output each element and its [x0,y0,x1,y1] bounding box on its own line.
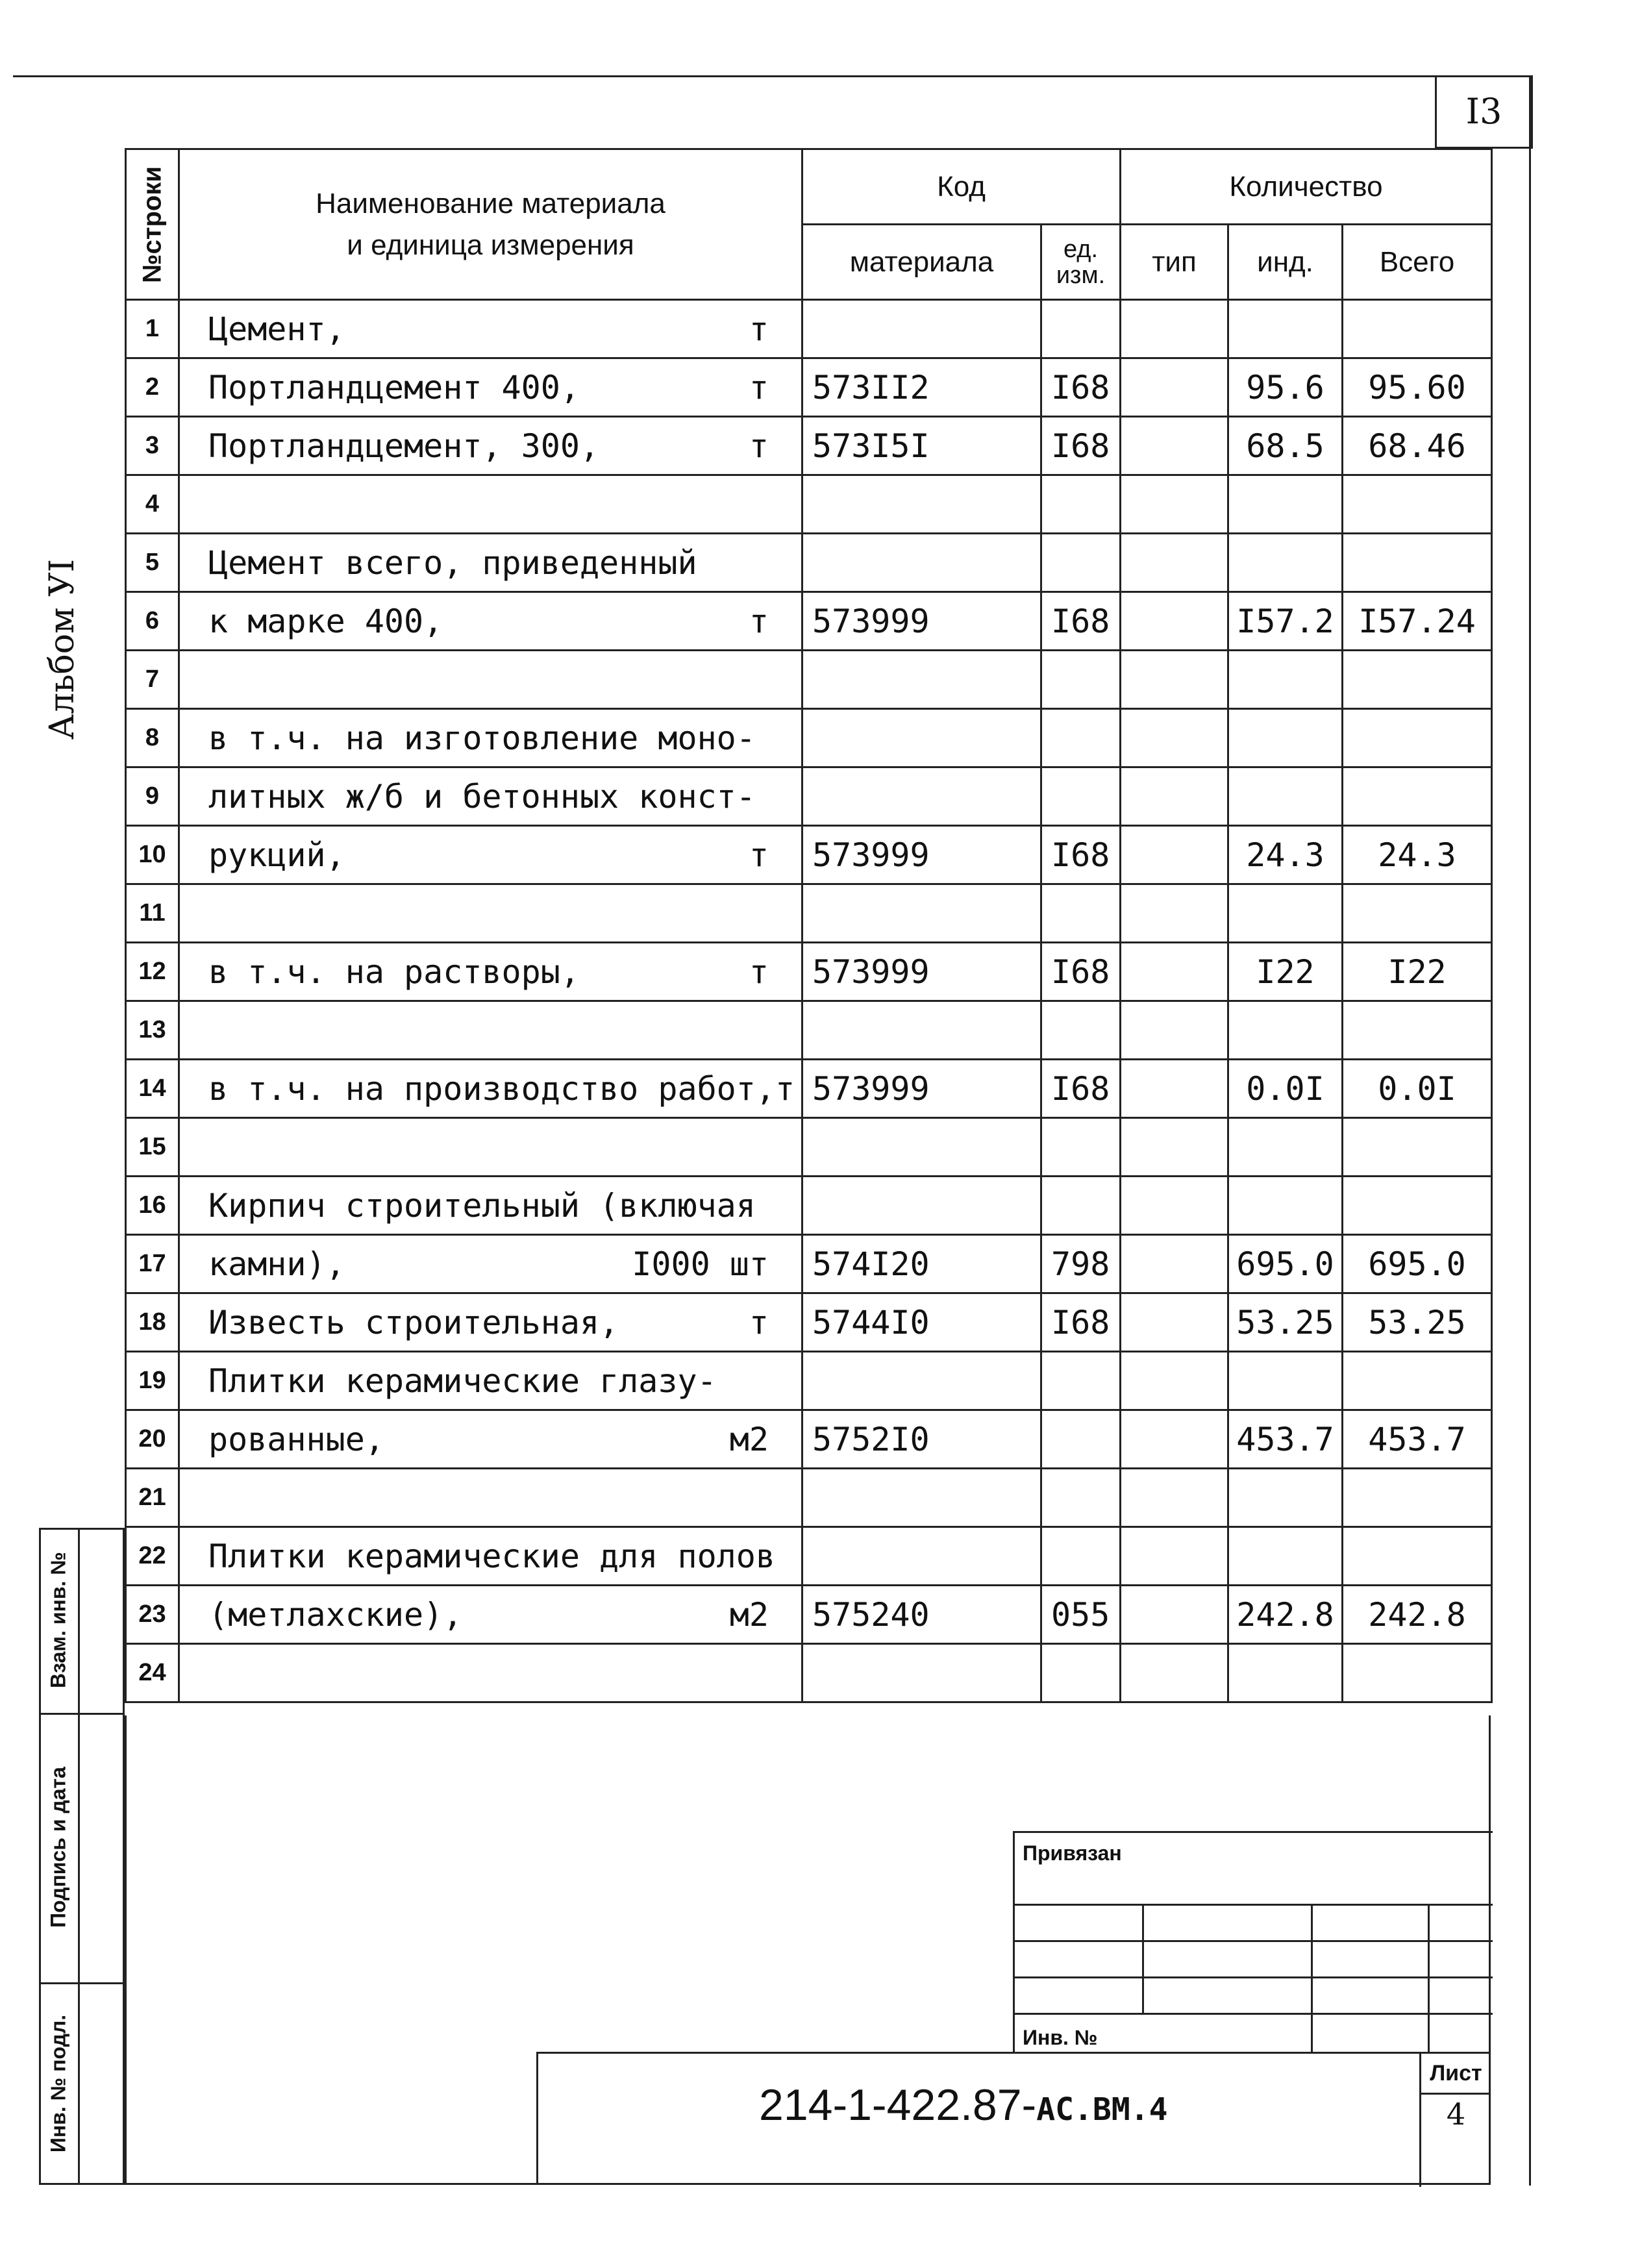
row-number: 13 [126,1001,179,1060]
material-name [179,534,802,592]
qty-type [1121,1177,1228,1235]
qty-type [1121,1527,1228,1586]
material-name [179,651,802,709]
row-number: 16 [126,1177,179,1235]
top-border-line [13,75,1529,77]
qty-type [1121,943,1228,1001]
qty-type [1121,1118,1228,1177]
unit-code: 798 [1041,1235,1121,1293]
row-number: 10 [126,826,179,884]
unit-code [1041,534,1121,592]
material-name-text: Портландцемент 400, [208,368,580,406]
unit-code [1041,709,1121,767]
row-number: 11 [126,884,179,943]
unit-code [1041,1177,1121,1235]
header-quantity-group: Количество [1121,149,1492,225]
material-name-text: Плитки керамические для полов [208,1537,775,1575]
qty-total [1343,475,1492,534]
stamp-line [1015,1831,1493,1833]
material-code [802,1001,1041,1060]
sheet-list-number: 4 [1446,2097,1466,2132]
material-unit: м2 [729,1595,769,1634]
qty-ind [1228,300,1343,358]
table-row [126,1644,1492,1702]
qty-total [1343,884,1492,943]
unit-code [1041,475,1121,534]
table-row [126,592,1492,651]
material-name-text: Портландцемент, 300, [208,427,600,465]
material-code: 573I5I [802,417,1041,475]
material-name [179,300,802,358]
document-code-box [536,2052,1491,2185]
material-name-text: Цемент, [208,310,345,348]
table-row [126,1235,1492,1293]
qty-total: 242.8 [1343,1586,1492,1644]
row-number: 15 [126,1118,179,1177]
row-number: 17 [126,1235,179,1293]
qty-total [1343,1177,1492,1235]
row-number: 5 [126,534,179,592]
unit-code [1041,1118,1121,1177]
qty-ind: 95.6 [1228,358,1343,417]
unit-code [1041,1410,1121,1469]
material-unit: т [749,310,769,348]
qty-type [1121,1410,1228,1469]
qty-total [1343,1527,1492,1586]
material-name [179,1527,802,1586]
unit-code: I68 [1041,1060,1121,1118]
material-code [802,475,1041,534]
unit-code [1041,300,1121,358]
qty-ind: 695.0 [1228,1235,1343,1293]
materials-table [125,148,1493,1703]
qty-ind: 53.25 [1228,1293,1343,1352]
material-code: 573999 [802,943,1041,1001]
qty-type [1121,1352,1228,1410]
qty-type [1121,709,1228,767]
qty-ind: 242.8 [1228,1586,1343,1644]
qty-total [1343,1644,1492,1702]
qty-type [1121,1001,1228,1060]
row-number: 24 [126,1644,179,1702]
material-name [179,1293,802,1352]
unit-code: I68 [1041,943,1121,1001]
sheet-number: I3 [1435,75,1533,149]
material-name [179,943,802,1001]
row-number: 8 [126,709,179,767]
table-row [126,1352,1492,1410]
qty-ind [1228,1177,1343,1235]
sidebar-divider [39,1982,125,1984]
stamp-line [1015,2013,1493,2015]
material-name [179,1352,802,1410]
unit-code: I68 [1041,826,1121,884]
row-number: 7 [126,651,179,709]
unit-code [1041,651,1121,709]
row-number: 1 [126,300,179,358]
qty-total: 95.60 [1343,358,1492,417]
qty-ind [1228,1001,1343,1060]
qty-ind [1228,651,1343,709]
qty-type [1121,475,1228,534]
qty-type [1121,651,1228,709]
stamp-inv-no: Инв. № [1023,2026,1098,2049]
table-row [126,826,1492,884]
material-name [179,358,802,417]
qty-total [1343,1001,1492,1060]
material-unit: т [749,836,769,874]
material-code [802,709,1041,767]
material-name [179,592,802,651]
stamp-line [1015,1976,1493,1978]
material-name-text: Кирпич строительный (включая [208,1186,756,1225]
row-number: 23 [126,1586,179,1644]
qty-total: 68.46 [1343,417,1492,475]
table-row [126,1001,1492,1060]
qty-total: 24.3 [1343,826,1492,884]
qty-total: 695.0 [1343,1235,1492,1293]
row-number: 4 [126,475,179,534]
qty-total [1343,767,1492,826]
row-number: 2 [126,358,179,417]
qty-total: 0.0I [1343,1060,1492,1118]
material-name [179,884,802,943]
header-code-material: материала [802,225,1041,300]
material-code: 573II2 [802,358,1041,417]
table-row [126,1469,1492,1527]
qty-ind [1228,1469,1343,1527]
material-name [179,1586,802,1644]
qty-type [1121,1235,1228,1293]
material-name-text: к марке 400, [208,602,443,640]
sidebar-vzam-inv: Взам. инв. № [46,1552,70,1688]
qty-total: 453.7 [1343,1410,1492,1469]
material-unit: I000 шт [632,1245,769,1283]
left-sidebar-stamp [39,1528,125,2185]
unit-code [1041,884,1121,943]
material-code [802,1527,1041,1586]
document-code: 214-1-422.87-АС.ВМ.4 [759,2080,1168,2130]
material-name [179,1118,802,1177]
material-name-text: в т.ч. на производство работ,т [208,1069,795,1108]
table-row [126,1118,1492,1177]
material-unit: т [749,368,769,406]
unit-code [1041,1352,1121,1410]
header-qty-ind: инд. [1228,225,1343,300]
material-code: 5752I0 [802,1410,1041,1469]
qty-ind [1228,1527,1343,1586]
sidebar-podpis-data: Подпись и дата [46,1767,70,1928]
material-name [179,709,802,767]
qty-ind: I57.2 [1228,592,1343,651]
material-name-text: Цемент всего, приведенный [208,543,697,582]
qty-type [1121,534,1228,592]
material-name [179,826,802,884]
header-row-number: №строки [126,149,179,300]
material-unit: т [749,602,769,640]
unit-code: I68 [1041,417,1121,475]
table-row [126,534,1492,592]
table-row [126,767,1492,826]
album-label: Альбом УI [43,558,82,740]
stamp-line [1015,1940,1493,1942]
material-name [179,1060,802,1118]
unit-code: I68 [1041,358,1121,417]
qty-ind [1228,709,1343,767]
material-name-text: литных ж/б и бетонных конст- [208,777,756,816]
qty-ind [1228,475,1343,534]
unit-code [1041,1469,1121,1527]
qty-total [1343,534,1492,592]
qty-ind: 0.0I [1228,1060,1343,1118]
table-row [126,1293,1492,1352]
qty-ind [1228,884,1343,943]
table-row [126,709,1492,767]
stamp-line [1311,1904,1313,2053]
table-row [126,417,1492,475]
row-number: 9 [126,767,179,826]
qty-total [1343,651,1492,709]
right-border-line [1529,75,1531,2186]
qty-type [1121,826,1228,884]
material-code [802,651,1041,709]
material-code: 573999 [802,592,1041,651]
sheet-list-label: Лист [1421,2054,1491,2095]
table-row [126,943,1492,1001]
qty-type [1121,1469,1228,1527]
material-code: 573999 [802,1060,1041,1118]
unit-code [1041,1001,1121,1060]
row-number: 18 [126,1293,179,1352]
material-name [179,475,802,534]
material-code: 5744I0 [802,1293,1041,1352]
qty-type [1121,417,1228,475]
qty-type [1121,767,1228,826]
material-name-text: (метлахские), [208,1595,463,1634]
material-code: 575240 [802,1586,1041,1644]
qty-ind [1228,534,1343,592]
table-row [126,1177,1492,1235]
unit-code [1041,767,1121,826]
material-code [802,300,1041,358]
material-name [179,767,802,826]
qty-type [1121,1586,1228,1644]
qty-ind [1228,1352,1343,1410]
table-row [126,884,1492,943]
qty-type [1121,884,1228,943]
material-code [802,767,1041,826]
material-code [802,1177,1041,1235]
row-number: 19 [126,1352,179,1410]
material-name-text: в т.ч. на растворы, [208,953,580,991]
header-material-name: Наименование материала и единица измерения [179,149,802,300]
row-number: 3 [126,417,179,475]
unit-code [1041,1527,1121,1586]
material-name [179,417,802,475]
row-number: 21 [126,1469,179,1527]
material-code [802,1469,1041,1527]
unit-code [1041,1644,1121,1702]
qty-type [1121,358,1228,417]
material-code [802,1352,1041,1410]
header-code-unit: ед. изм. [1041,225,1121,300]
unit-code: I68 [1041,592,1121,651]
row-number: 6 [126,592,179,651]
material-name [179,1235,802,1293]
material-code: 574I20 [802,1235,1041,1293]
qty-ind: 68.5 [1228,417,1343,475]
material-unit: т [749,953,769,991]
table-row [126,475,1492,534]
qty-total: 53.25 [1343,1293,1492,1352]
material-name [179,1001,802,1060]
qty-ind: 24.3 [1228,826,1343,884]
row-number: 14 [126,1060,179,1118]
qty-total [1343,1352,1492,1410]
material-name [179,1469,802,1527]
qty-total [1343,709,1492,767]
qty-total [1343,1118,1492,1177]
sidebar-divider [39,1713,125,1715]
sidebar-inv-podl: Инв. № подл. [46,2014,70,2153]
sidebar-field-column [78,1528,125,2185]
table-row [126,1586,1492,1644]
material-name-text: рованные, [208,1420,384,1458]
stamp-privyazan: Привязан [1023,1841,1122,1865]
qty-type [1121,300,1228,358]
stamp-line [1015,1904,1493,1906]
material-code: 573999 [802,826,1041,884]
material-name-text: Плитки керамические глазу- [208,1362,717,1400]
qty-total: I57.24 [1343,592,1492,651]
table-row [126,1410,1492,1469]
header-qty-total: Всего [1343,225,1492,300]
material-name-text: Известь строительная, [208,1303,619,1341]
qty-type [1121,1060,1228,1118]
material-name-text: в т.ч. на изготовление моно- [208,719,756,757]
qty-total [1343,300,1492,358]
qty-ind: 453.7 [1228,1410,1343,1469]
material-unit: т [749,427,769,465]
unit-code: I68 [1041,1293,1121,1352]
qty-ind [1228,1118,1343,1177]
qty-ind: I22 [1228,943,1343,1001]
material-code [802,1118,1041,1177]
title-block-stamp [1013,1831,1491,2053]
table-row [126,300,1492,358]
header-code-group: Код [802,149,1121,225]
qty-ind [1228,1644,1343,1702]
table-row [126,651,1492,709]
row-number: 20 [126,1410,179,1469]
qty-total: I22 [1343,943,1492,1001]
qty-type [1121,1293,1228,1352]
material-name [179,1410,802,1469]
material-name-text: рукций, [208,836,345,874]
qty-total [1343,1469,1492,1527]
stamp-line [1428,1904,1430,2053]
row-number: 22 [126,1527,179,1586]
material-code [802,534,1041,592]
material-name [179,1177,802,1235]
material-unit: м2 [729,1420,769,1458]
table-row [126,1527,1492,1586]
material-code [802,884,1041,943]
qty-type [1121,1644,1228,1702]
unit-code: 055 [1041,1586,1121,1644]
qty-type [1121,592,1228,651]
material-name-text: камни), [208,1245,345,1283]
stamp-line [1142,1904,1144,2013]
table-row [126,358,1492,417]
row-number: 12 [126,943,179,1001]
header-qty-type: тип [1121,225,1228,300]
qty-ind [1228,767,1343,826]
material-code [802,1644,1041,1702]
material-unit: т [749,1303,769,1341]
sheet-list-box [1419,2054,1491,2187]
material-name [179,1644,802,1702]
table-row [126,1060,1492,1118]
